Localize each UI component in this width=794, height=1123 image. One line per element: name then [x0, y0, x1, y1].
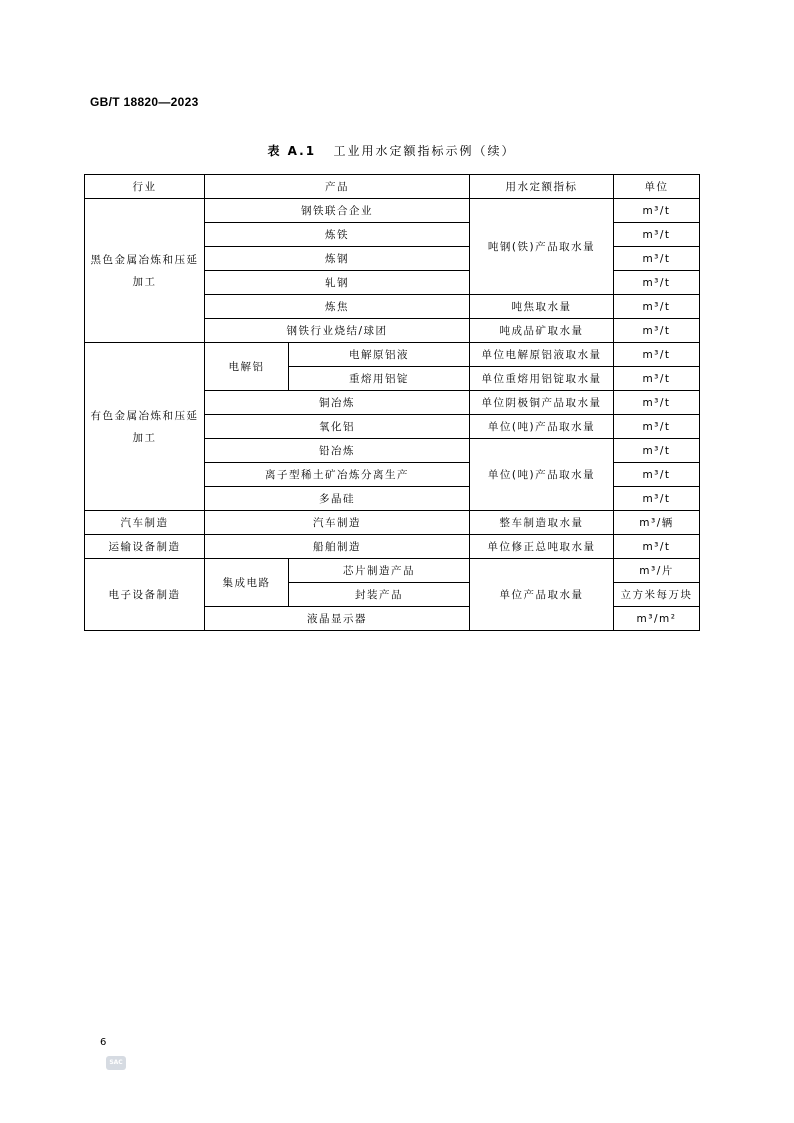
product-cell: 钢铁联合企业 [205, 199, 470, 223]
water-quota-table [84, 174, 700, 631]
indicator-cell: 吨焦取水量 [470, 295, 614, 319]
unit-cell: m³/t [614, 295, 700, 319]
unit-cell: m³/m² [614, 607, 700, 631]
indicator-cell: 单位电解原铝液取水量 [470, 343, 614, 367]
col-header-unit: 单位 [614, 175, 700, 199]
unit-cell: m³/t [614, 487, 700, 511]
product-cell: 电解原铝液 [289, 343, 470, 367]
industry-cell-nonferrous: 有色金属冶炼和压延加工 [85, 343, 205, 511]
col-header-industry: 行业 [85, 175, 205, 199]
indicator-cell: 单位(吨)产品取水量 [470, 439, 614, 511]
product-cell: 液晶显示器 [205, 607, 470, 631]
unit-cell: m³/t [614, 199, 700, 223]
table-number: 表 A.1 [267, 144, 317, 158]
unit-cell: m³/t [614, 367, 700, 391]
product-cell: 船舶制造 [205, 535, 470, 559]
col-header-product: 产品 [205, 175, 470, 199]
unit-cell: m³/t [614, 343, 700, 367]
table-caption: 工业用水定额指标示例（续） [333, 144, 516, 158]
unit-cell: m³/t [614, 271, 700, 295]
product-cell: 重熔用铝锭 [289, 367, 470, 391]
table-header-row [85, 175, 700, 199]
unit-cell: m³/t [614, 463, 700, 487]
indicator-cell: 单位修正总吨取水量 [470, 535, 614, 559]
col-header-indicator: 用水定额指标 [470, 175, 614, 199]
unit-cell: m³/辆 [614, 511, 700, 535]
indicator-cell: 单位(吨)产品取水量 [470, 415, 614, 439]
indicator-cell: 单位产品取水量 [470, 559, 614, 631]
indicator-cell: 吨成品矿取水量 [470, 319, 614, 343]
product-cell: 封装产品 [289, 583, 470, 607]
industry-cell-transport: 运输设备制造 [85, 535, 205, 559]
sac-logo: SAC [106, 1056, 126, 1070]
product-cell: 氧化铝 [205, 415, 470, 439]
table-row [85, 343, 700, 367]
unit-cell: m³/t [614, 223, 700, 247]
unit-cell: m³/t [614, 391, 700, 415]
product-cell: 炼铁 [205, 223, 470, 247]
product-cell: 汽车制造 [205, 511, 470, 535]
product-cell: 多晶硅 [205, 487, 470, 511]
indicator-cell: 整车制造取水量 [470, 511, 614, 535]
subgroup-cell: 集成电路 [205, 559, 289, 607]
table-row [85, 535, 700, 559]
unit-cell: m³/t [614, 319, 700, 343]
unit-cell: m³/片 [614, 559, 700, 583]
unit-cell: 立方米每万块 [614, 583, 700, 607]
product-cell: 离子型稀土矿冶炼分离生产 [205, 463, 470, 487]
product-cell: 炼焦 [205, 295, 470, 319]
unit-cell: m³/t [614, 247, 700, 271]
indicator-cell: 吨钢(铁)产品取水量 [470, 199, 614, 295]
industry-cell-auto: 汽车制造 [85, 511, 205, 535]
product-cell: 炼钢 [205, 247, 470, 271]
table-title [84, 142, 699, 159]
subgroup-cell: 电解铝 [205, 343, 289, 391]
page-number: 6 [100, 1037, 107, 1048]
unit-cell: m³/t [614, 535, 700, 559]
product-cell: 轧钢 [205, 271, 470, 295]
product-cell: 铅冶炼 [205, 439, 470, 463]
table-row [85, 559, 700, 583]
indicator-cell: 单位重熔用铝锭取水量 [470, 367, 614, 391]
unit-cell: m³/t [614, 439, 700, 463]
product-cell: 钢铁行业烧结/球团 [205, 319, 470, 343]
product-cell: 铜冶炼 [205, 391, 470, 415]
table-row [85, 511, 700, 535]
industry-cell-ferrous: 黑色金属冶炼和压延加工 [85, 199, 205, 343]
industry-cell-electronics: 电子设备制造 [85, 559, 205, 631]
indicator-cell: 单位阴极铜产品取水量 [470, 391, 614, 415]
standard-code: GB/T 18820—2023 [90, 95, 199, 109]
table-row [85, 199, 700, 223]
unit-cell: m³/t [614, 415, 700, 439]
product-cell: 芯片制造产品 [289, 559, 470, 583]
